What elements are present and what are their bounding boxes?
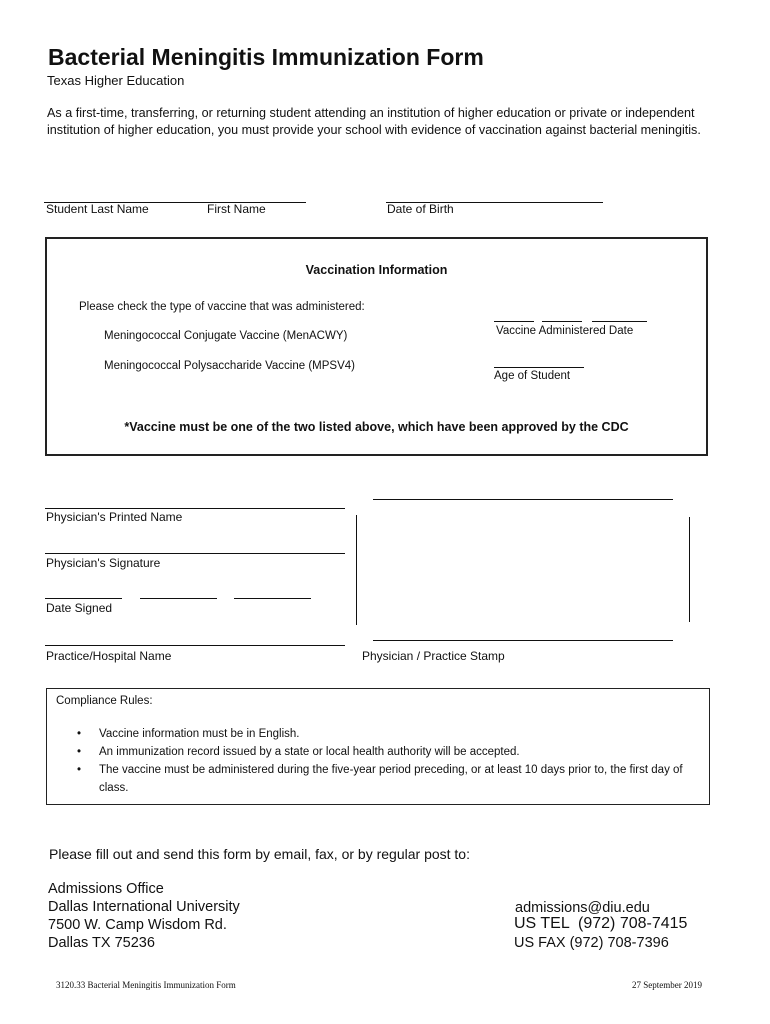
- age-of-student-label: Age of Student: [494, 370, 571, 382]
- student-last-name-label: Student Last Name: [46, 202, 149, 216]
- compliance-rule-item: [77, 761, 697, 797]
- vaccination-information-box: [45, 237, 708, 456]
- date-signed-label: Date Signed: [46, 601, 113, 615]
- date-signed-day-field[interactable]: [140, 598, 217, 599]
- physician-signature-label: Physician's Signature: [46, 556, 161, 570]
- vaccine-option-menacwy[interactable]: Meningococcal Conjugate Vaccine (MenACWY): [104, 330, 348, 342]
- stamp-area-left-border: [356, 515, 357, 625]
- stamp-area-top-border: [373, 499, 673, 500]
- age-of-student-field[interactable]: [494, 367, 584, 368]
- physician-signature-field[interactable]: [45, 553, 345, 554]
- physician-printed-name-label: Physician's Printed Name: [46, 510, 183, 524]
- vaccination-heading: Vaccination Information: [305, 263, 448, 277]
- physician-printed-name-field[interactable]: [45, 508, 345, 509]
- compliance-rules-box: [46, 688, 710, 805]
- bullet-icon: •: [77, 728, 82, 740]
- page-subtitle: Texas Higher Education: [47, 73, 185, 88]
- bullet-icon: •: [77, 746, 82, 758]
- physician-stamp-label: Physician / Practice Stamp: [362, 649, 505, 663]
- stamp-area-right-border: [689, 517, 690, 622]
- intro-paragraph: As a first-time, transferring, or returning student attending an institution of higher education or private or independent institution of higher education, you must provide your school with evidence of vaccination against bacterial meningitis.: [47, 106, 701, 137]
- date-of-birth-label: Date of Birth: [387, 202, 454, 216]
- vaccine-date-year-field[interactable]: [592, 321, 647, 322]
- date-signed-month-field[interactable]: [45, 598, 122, 599]
- footer-date: 27 September 2019: [632, 980, 702, 990]
- vaccine-instruction: Please check the type of vaccine that was administered:: [79, 301, 365, 313]
- vaccine-date-month-field[interactable]: [494, 321, 534, 322]
- compliance-rule-text: An immunization record issued by a state or local health authority will be accepted.: [99, 746, 520, 758]
- vaccine-date-day-field[interactable]: [542, 321, 582, 322]
- contact-email[interactable]: admissions@diu.edu: [515, 900, 650, 916]
- address-university: Dallas International University: [48, 899, 240, 915]
- first-name-label: First Name: [207, 202, 266, 216]
- submission-instruction: Please fill out and send this form by email, fax, or by regular post to:: [49, 846, 470, 862]
- compliance-heading: Compliance Rules:: [56, 695, 153, 707]
- compliance-rule-text: The vaccine must be administered during the five-year period preceding, or at least 10 days prior to, the first day of class.: [99, 764, 683, 794]
- vaccine-cdc-note: *Vaccine must be one of the two listed above, which have been approved by the CDC: [124, 420, 629, 434]
- address-city: Dallas TX 75236: [48, 935, 155, 951]
- practice-hospital-name-label: Practice/Hospital Name: [46, 649, 172, 663]
- vaccine-administered-date-label: Vaccine Administered Date: [496, 325, 634, 337]
- physician-stamp-area[interactable]: [360, 502, 686, 638]
- footer-form-id: 3120.33 Bacterial Meningitis Immunization Form: [56, 980, 236, 990]
- date-signed-year-field[interactable]: [234, 598, 311, 599]
- bullet-icon: •: [77, 764, 82, 776]
- vaccine-option-mpsv4[interactable]: Meningococcal Polysaccharide Vaccine (MPSV4): [104, 360, 355, 372]
- practice-hospital-name-field[interactable]: [45, 645, 345, 646]
- compliance-rule-item: [77, 743, 697, 761]
- contact-fax: US FAX (972) 708-7396: [514, 935, 669, 951]
- compliance-rule-text: Vaccine information must be in English.: [99, 728, 300, 740]
- page-title: Bacterial Meningitis Immunization Form: [48, 44, 484, 70]
- address-office: Admissions Office: [48, 881, 164, 897]
- contact-phone: US TEL (972) 708-7415: [514, 915, 688, 932]
- compliance-rules-list: [77, 725, 697, 797]
- compliance-rule-item: [77, 725, 697, 743]
- address-street: 7500 W. Camp Wisdom Rd.: [48, 917, 227, 933]
- stamp-area-bottom-border: [373, 640, 673, 641]
